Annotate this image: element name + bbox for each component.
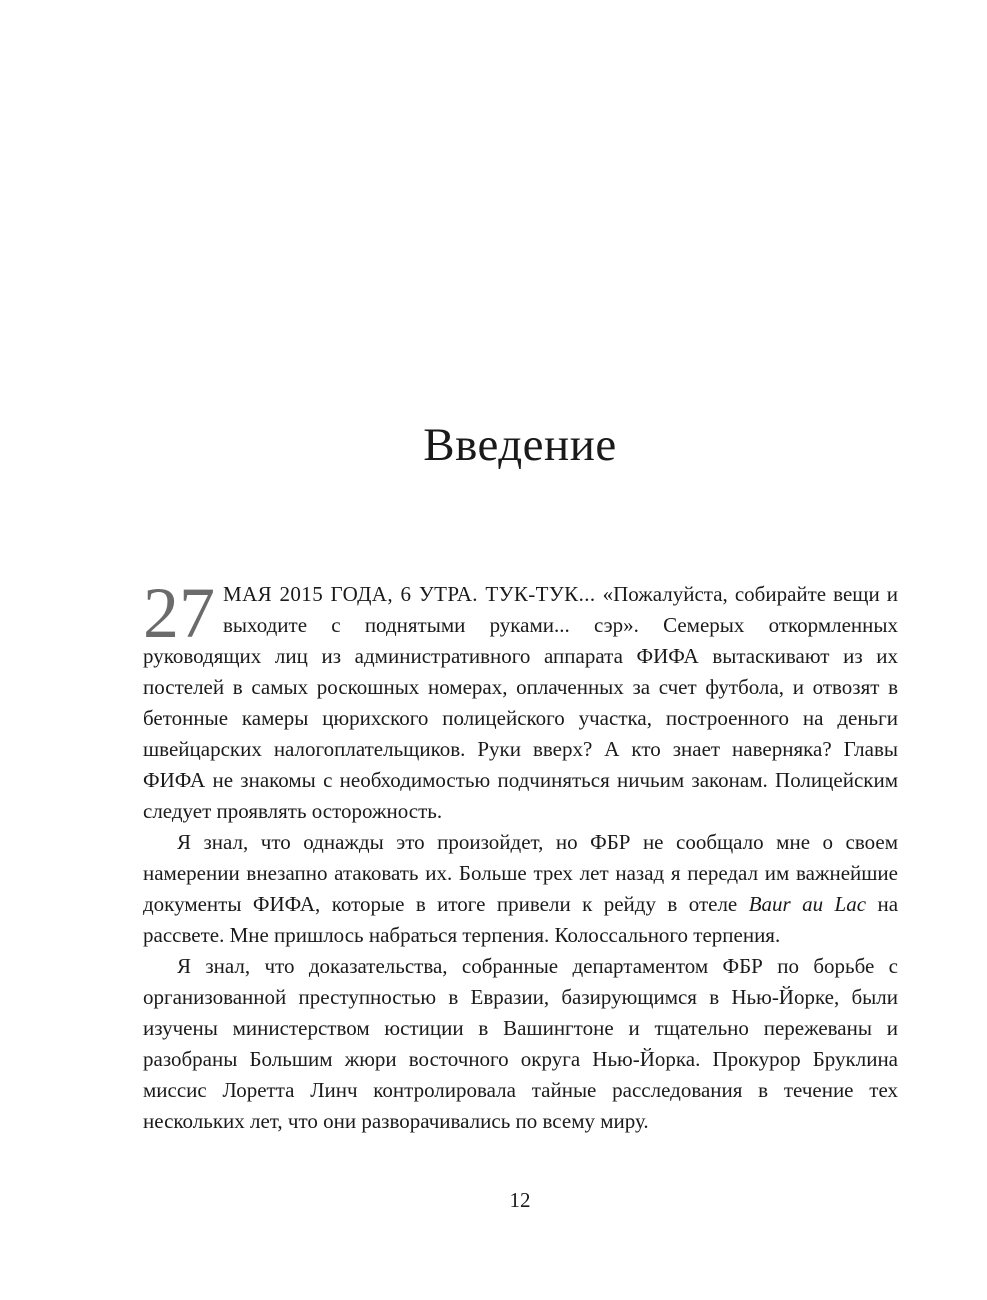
paragraph-1-text: «Пожалуйста, собирайте вещи и выходите с поднятыми руками... сэр». Семерых откормленных руководящих лиц из административного аппарата ФИФА вытаскивают из их постелей в самых роскошных номерах, оплаченных за счет футбола, и отвозят в бетонные камеры цюрихского полицейского участка, построенного на деньги швейцарских налогоплательщиков. Руки вверх? А кто знает наверняка? Главы ФИФА не знакомы с необходимостью подчиняться ничьим законам. Полицейским следует проявлять осторожность. [143,582,898,823]
chapter-body [143,573,899,1137]
paragraph-3 [143,951,898,1137]
hotel-name-italic: Baur au Lac [748,892,867,916]
paragraph-2-text-before: Я знал, что однажды это произойдет, но ФБР не сообщало мне о своем намерении внезапно атаковать их. Больше трех лет назад я передал им важнейшие документы ФИФА, которые в итоге привели к рейду в отеле [143,830,898,916]
paragraph-2-text-after: на рассвете. Мне пришлось набраться терпения. Колоссального терпения. [143,892,899,947]
paragraph-1-lead: МАЯ 2015 ГОДА, 6 УТРА. ТУК-ТУК... [223,582,596,606]
paragraph-1 [143,573,898,827]
paragraph-3-text: Я знал, что доказательства, собранные департаментом ФБР по борьбе с организованной преступностью в Евразии, базирующимся в Нью-Йорке, были изучены министерством юстиции в Вашингтоне и тщательно пережеваны и разобраны Большим жюри восточного округа Нью-Йорка. Прокурор Бруклина миссис Лоретта Линч контролировала тайные расследования в течение тех нескольких лет, что они разворачивались по всему миру. [143,954,898,1133]
page-number: 12 [509,1188,531,1212]
drop-cap: 27 [143,573,215,653]
chapter-title: Введение [423,419,617,471]
paragraph-2 [143,827,898,951]
